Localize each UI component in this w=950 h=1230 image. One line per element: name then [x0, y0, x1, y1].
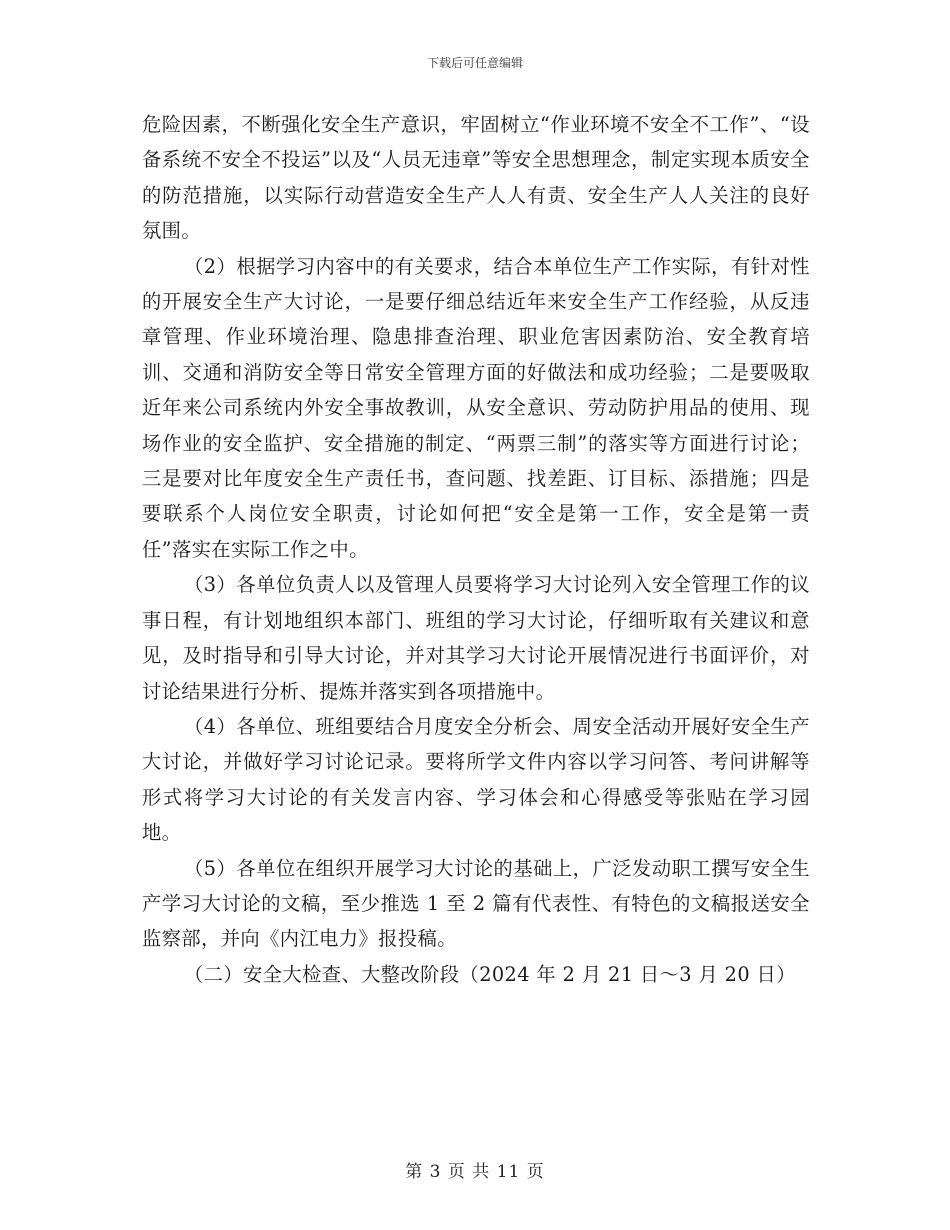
page-footer: 第 3 页 共 11 页	[405, 1162, 545, 1182]
paragraph-item-4: （4）各单位、班组要结合月度安全分析会、周安全活动开展好安全生产大讨论，并做好学习讨论记录。要将所学文件内容以学习问答、考问讲解等形式将学习大讨论的有关发言内容、学习体会和心得感受等张贴在学习园地。	[142, 714, 810, 845]
paragraph-item-3: （3）各单位负责人以及管理人员要将学习大讨论列入安全管理工作的议事日程，有计划地组织本部门、班组的学习大讨论，仔细听取有关建议和意见，及时指导和引导大讨论，并对其学习大讨论开展情况进行书面评价，对讨论结果进行分析、提炼并落实到各项措施中。	[142, 573, 810, 703]
paragraph-item-5: （5）各单位在组织开展学习大讨论的基础上，广泛发动职工撰写安全生产学习大讨论的文稿，至少推选 1 至 2 篇有代表性、有特色的文稿报送安全监察部，并向《内江电力》报投稿。	[142, 856, 810, 951]
section-heading-2: （二）安全大检查、大整改阶段（2024 年 2 月 21 日～3 月 20 日）	[184, 962, 796, 986]
paragraph-item-2: （2）根据学习内容中的有关要求，结合本单位生产工作实际，有针对性的开展安全生产大讨论，一是要仔细总结近年来安全生产工作经验，从反违章管理、作业环境治理、隐患排查治理、职业危害因素防治、安全教育培训、交通和消防安全等日常安全管理方面的好做法和成功经验；二是要吸取近年来公司系统内外安全事故教训，从安全意识、劳动防护用品的使用、现场作业的安全监护、安全措施的制定、“两票三制”的落实等方面进行讨论；三是要对比年度安全生产责任书，查问题、找差距、订目标、添措施；四是要联系个人岗位安全职责，讨论如何把“安全是第一工作，安全是第一责任”落实在实际工作之中。	[142, 254, 810, 561]
page-header: 下载后可任意编辑	[426, 56, 523, 70]
document-body	[142, 107, 810, 992]
paragraph-continuation: 危险因素，不断强化安全生产意识，牢固树立“作业环境不安全不工作”、“设备系统不安全不投运”以及“人员无违章”等安全思想理念，制定实现本质安全的防范措施，以实际行动营造安全生产人人有责、安全生产人人关注的良好氛围。	[142, 113, 810, 243]
